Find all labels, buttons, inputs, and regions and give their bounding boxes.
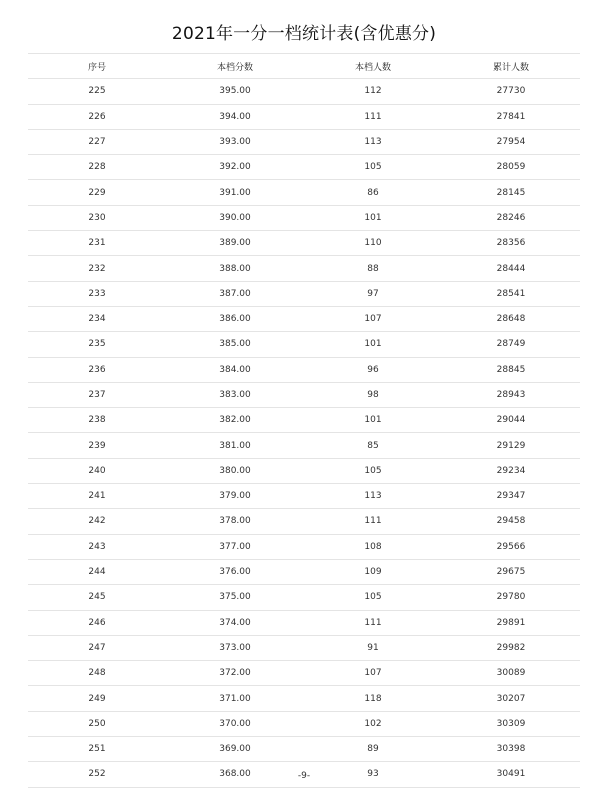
cell-count: 118 xyxy=(304,686,442,711)
cell-index: 249 xyxy=(28,686,166,711)
cell-score: 380.00 xyxy=(166,458,304,483)
cell-score: 392.00 xyxy=(166,155,304,180)
cell-score: 371.00 xyxy=(166,686,304,711)
cell-count: 101 xyxy=(304,408,442,433)
cell-score: 379.00 xyxy=(166,484,304,509)
cell-cumulative: 28845 xyxy=(442,357,580,382)
table-row xyxy=(28,332,580,357)
table-row xyxy=(28,180,580,205)
cell-score: 369.00 xyxy=(166,737,304,762)
cell-count: 111 xyxy=(304,104,442,129)
cell-count: 108 xyxy=(304,534,442,559)
cell-count: 107 xyxy=(304,661,442,686)
cell-cumulative: 28356 xyxy=(442,231,580,256)
cell-index: 247 xyxy=(28,635,166,660)
cell-score: 393.00 xyxy=(166,129,304,154)
cell-index: 245 xyxy=(28,585,166,610)
table-row xyxy=(28,509,580,534)
cell-count: 112 xyxy=(304,79,442,104)
cell-cumulative: 29458 xyxy=(442,509,580,534)
cell-index: 251 xyxy=(28,737,166,762)
table-row xyxy=(28,408,580,433)
cell-cumulative: 27954 xyxy=(442,129,580,154)
cell-cumulative: 29347 xyxy=(442,484,580,509)
cell-count: 110 xyxy=(304,231,442,256)
cell-cumulative: 29982 xyxy=(442,635,580,660)
cell-index: 231 xyxy=(28,231,166,256)
table-row xyxy=(28,79,580,104)
cell-cumulative: 28246 xyxy=(442,205,580,230)
cell-index: 252 xyxy=(28,762,166,787)
table-row xyxy=(28,661,580,686)
cell-count: 85 xyxy=(304,433,442,458)
cell-cumulative: 28943 xyxy=(442,382,580,407)
cell-index: 232 xyxy=(28,256,166,281)
cell-count: 113 xyxy=(304,484,442,509)
table-row xyxy=(28,559,580,584)
cell-score: 381.00 xyxy=(166,433,304,458)
cell-cumulative: 28648 xyxy=(442,306,580,331)
cell-score: 373.00 xyxy=(166,635,304,660)
cell-score: 374.00 xyxy=(166,610,304,635)
cell-cumulative: 28541 xyxy=(442,281,580,306)
cell-score: 377.00 xyxy=(166,534,304,559)
table-row xyxy=(28,155,580,180)
cell-cumulative: 29780 xyxy=(442,585,580,610)
cell-count: 98 xyxy=(304,382,442,407)
cell-score: 389.00 xyxy=(166,231,304,256)
cell-count: 105 xyxy=(304,585,442,610)
page-number: -9- xyxy=(297,771,311,781)
cell-index: 239 xyxy=(28,433,166,458)
cell-cumulative: 29234 xyxy=(442,458,580,483)
table-row xyxy=(28,635,580,660)
cell-cumulative: 28749 xyxy=(442,332,580,357)
cell-count: 101 xyxy=(304,205,442,230)
column-header-count: 本档人数 xyxy=(304,54,442,79)
cell-cumulative: 28444 xyxy=(442,256,580,281)
cell-index: 243 xyxy=(28,534,166,559)
cell-cumulative: 30089 xyxy=(442,661,580,686)
cell-score: 394.00 xyxy=(166,104,304,129)
table-row xyxy=(28,256,580,281)
cell-score: 378.00 xyxy=(166,509,304,534)
cell-count: 86 xyxy=(304,180,442,205)
cell-cumulative: 29891 xyxy=(442,610,580,635)
cell-score: 384.00 xyxy=(166,357,304,382)
cell-score: 372.00 xyxy=(166,661,304,686)
cell-score: 386.00 xyxy=(166,306,304,331)
cell-index: 237 xyxy=(28,382,166,407)
cell-count: 91 xyxy=(304,635,442,660)
cell-count: 88 xyxy=(304,256,442,281)
cell-count: 107 xyxy=(304,306,442,331)
cell-score: 370.00 xyxy=(166,711,304,736)
page-title: 2021年一分一档统计表(含优惠分) xyxy=(171,24,437,44)
cell-index: 244 xyxy=(28,559,166,584)
cell-count: 89 xyxy=(304,737,442,762)
cell-score: 383.00 xyxy=(166,382,304,407)
cell-count: 97 xyxy=(304,281,442,306)
cell-index: 242 xyxy=(28,509,166,534)
cell-count: 93 xyxy=(304,762,442,787)
table-row xyxy=(28,129,580,154)
cell-count: 105 xyxy=(304,155,442,180)
cell-index: 248 xyxy=(28,661,166,686)
column-header-index: 序号 xyxy=(28,54,166,79)
table-body xyxy=(28,79,580,787)
cell-score: 375.00 xyxy=(166,585,304,610)
cell-count: 105 xyxy=(304,458,442,483)
cell-index: 250 xyxy=(28,711,166,736)
cell-cumulative: 30207 xyxy=(442,686,580,711)
cell-count: 111 xyxy=(304,509,442,534)
cell-score: 388.00 xyxy=(166,256,304,281)
table-row xyxy=(28,357,580,382)
cell-cumulative: 30398 xyxy=(442,737,580,762)
cell-count: 96 xyxy=(304,357,442,382)
cell-index: 225 xyxy=(28,79,166,104)
cell-index: 228 xyxy=(28,155,166,180)
cell-count: 111 xyxy=(304,610,442,635)
cell-score: 376.00 xyxy=(166,559,304,584)
cell-count: 113 xyxy=(304,129,442,154)
column-header-cumulative: 累计人数 xyxy=(442,54,580,79)
table-row xyxy=(28,534,580,559)
cell-score: 385.00 xyxy=(166,332,304,357)
table-row xyxy=(28,382,580,407)
cell-index: 235 xyxy=(28,332,166,357)
cell-score: 390.00 xyxy=(166,205,304,230)
table-row xyxy=(28,737,580,762)
cell-cumulative: 28145 xyxy=(442,180,580,205)
cell-cumulative: 29129 xyxy=(442,433,580,458)
table-row xyxy=(28,686,580,711)
cell-index: 230 xyxy=(28,205,166,230)
table-header xyxy=(28,54,580,79)
score-distribution-table xyxy=(28,53,580,788)
cell-index: 238 xyxy=(28,408,166,433)
cell-cumulative: 28059 xyxy=(442,155,580,180)
cell-score: 395.00 xyxy=(166,79,304,104)
table-row xyxy=(28,433,580,458)
cell-cumulative: 30491 xyxy=(442,762,580,787)
cell-index: 227 xyxy=(28,129,166,154)
cell-cumulative: 29566 xyxy=(442,534,580,559)
cell-index: 229 xyxy=(28,180,166,205)
cell-index: 246 xyxy=(28,610,166,635)
cell-score: 368.00 xyxy=(166,762,304,787)
cell-cumulative: 27841 xyxy=(442,104,580,129)
cell-index: 234 xyxy=(28,306,166,331)
table-row xyxy=(28,585,580,610)
header-row xyxy=(28,54,580,79)
cell-count: 102 xyxy=(304,711,442,736)
cell-cumulative: 27730 xyxy=(442,79,580,104)
cell-score: 382.00 xyxy=(166,408,304,433)
cell-score: 387.00 xyxy=(166,281,304,306)
cell-cumulative: 30309 xyxy=(442,711,580,736)
cell-index: 236 xyxy=(28,357,166,382)
cell-index: 240 xyxy=(28,458,166,483)
table-row xyxy=(28,610,580,635)
cell-index: 226 xyxy=(28,104,166,129)
cell-count: 101 xyxy=(304,332,442,357)
table-row xyxy=(28,104,580,129)
cell-cumulative: 29044 xyxy=(442,408,580,433)
table-row xyxy=(28,205,580,230)
cell-cumulative: 29675 xyxy=(442,559,580,584)
cell-index: 233 xyxy=(28,281,166,306)
table-row xyxy=(28,711,580,736)
table-row xyxy=(28,484,580,509)
column-header-score: 本档分数 xyxy=(166,54,304,79)
table-row xyxy=(28,231,580,256)
table-row xyxy=(28,306,580,331)
table-row xyxy=(28,458,580,483)
cell-score: 391.00 xyxy=(166,180,304,205)
cell-count: 109 xyxy=(304,559,442,584)
cell-index: 241 xyxy=(28,484,166,509)
table-row xyxy=(28,281,580,306)
